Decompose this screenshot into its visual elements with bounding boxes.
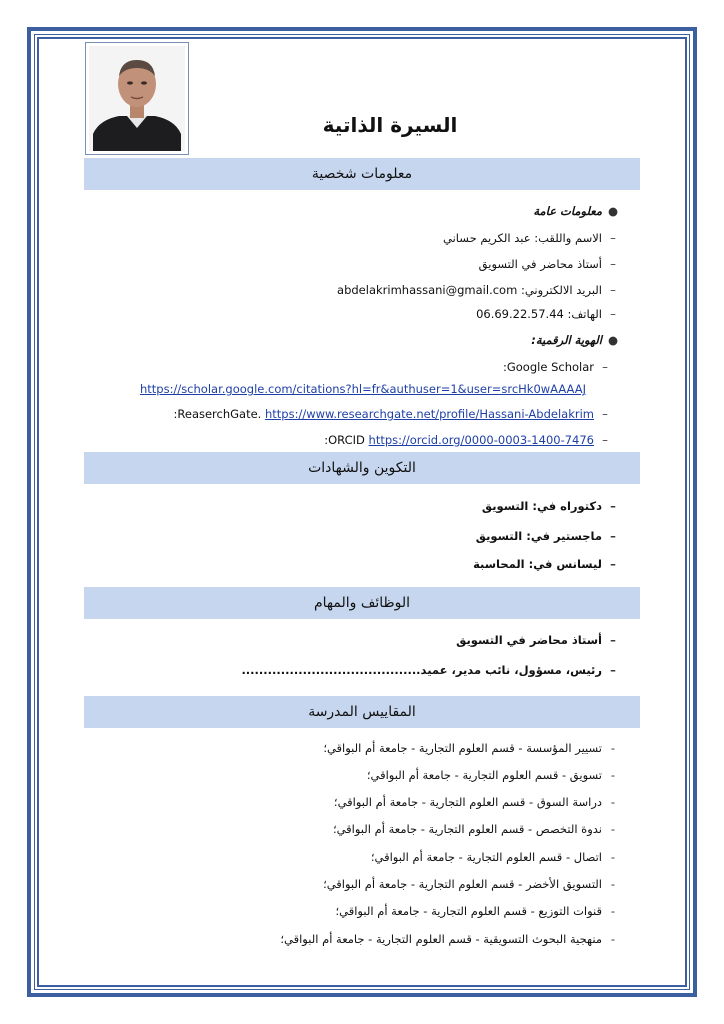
researchgate-line: –:ReaserchGate. https://www.researchgate.net/profile/Hassani-Abdelakrim	[173, 407, 608, 421]
name-line: –الاسم واللقب: عبد الكريم حساني	[443, 231, 616, 245]
digital-identity-heading: ●الهوية الرقمية:	[531, 333, 619, 347]
course-item: -ندوة التخصص - قسم العلوم التجارية - جامعة أم البواقي؛	[332, 822, 616, 836]
profile-photo	[85, 42, 189, 155]
education-item: –ليسانس في: المحاسبة	[473, 557, 616, 571]
general-info-heading: ●معلومات عامة	[533, 204, 619, 218]
page-title: السيرة الذاتية	[322, 113, 458, 137]
course-item: -منهجية البحوث التسويقية - قسم العلوم التجارية - جامعة أم البواقي؛	[280, 932, 616, 946]
orcid-line: –:ORCID https://orcid.org/0000-0003-1400-7476	[324, 433, 608, 447]
job-item: –رئيس، مسؤول، نائب مدير، عميد.........................................	[241, 663, 616, 677]
orcid-link[interactable]: https://orcid.org/0000-0003-1400-7476	[368, 433, 594, 447]
course-item: -قنوات التوزيع - قسم العلوم التجارية - جامعة أم البواقي؛	[335, 904, 616, 918]
email-line: –البريد الالكتروني: abdelakrimhassani@gmail.com	[337, 283, 616, 297]
course-item: -اتصال - قسم العلوم التجارية - جامعة أم البواقي؛	[370, 850, 616, 864]
course-item: -تسيير المؤسسة - قسم العلوم التجارية - جامعة أم البواقي؛	[323, 741, 616, 755]
google-scholar-link[interactable]: https://scholar.google.com/citations?hl=fr&authuser=1&user=srcHk0wAAAAJ	[139, 382, 586, 396]
phone-line: –الهاتف: 06.69.22.57.44	[476, 307, 616, 321]
section-header-education: التكوين والشهادات	[84, 452, 640, 484]
email-value: abdelakrimhassani@gmail.com	[337, 283, 518, 297]
education-item: –دكتوراه في: التسويق	[481, 499, 616, 513]
phone-value: 06.69.22.57.44	[476, 307, 564, 321]
google-scholar-line: –:Google Scholar	[502, 360, 608, 374]
section-header-jobs: الوظائف والمهام	[84, 587, 640, 619]
researchgate-link[interactable]: https://www.researchgate.net/profile/Hassani-Abdelakrim	[265, 407, 594, 421]
course-item: -تسويق - قسم العلوم التجارية - جامعة أم البواقي؛	[366, 768, 616, 782]
job-item: –أستاذ محاضر في التسويق	[456, 633, 616, 647]
course-item: -دراسة السوق - قسم العلوم التجارية - جامعة أم البواقي؛	[333, 795, 616, 809]
section-header-personal: معلومات شخصية	[84, 158, 640, 190]
position-line: –أستاذ محاضر في التسويق	[478, 257, 616, 271]
course-item: -التسويق الأخضر - قسم العلوم التجارية - جامعة أم البواقي؛	[323, 877, 616, 891]
section-header-courses: المقاييس المدرسة	[84, 696, 640, 728]
education-item: –ماجستير في: التسويق	[475, 529, 616, 543]
